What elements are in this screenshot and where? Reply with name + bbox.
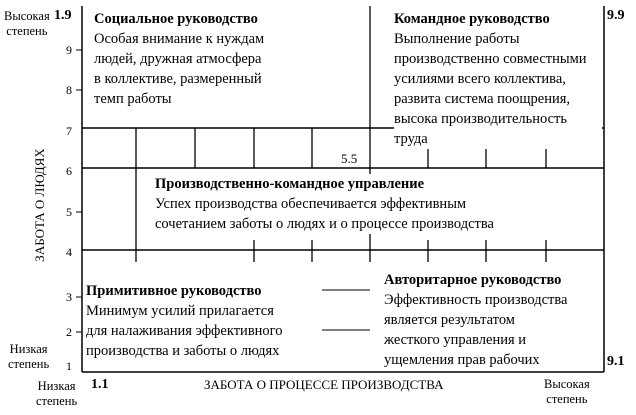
corner-9-9: 9.9 (607, 8, 625, 23)
production-team-title: Производственно-командное управление (155, 176, 425, 192)
y-tick-4: 4 (66, 245, 72, 259)
y-tick-3: 3 (66, 290, 72, 304)
social-management-block (94, 9, 294, 109)
primitive-management-text: Минимум усилий прилагается для налаживания эффективного производства и заботы о людях (86, 303, 283, 359)
team-management-block (394, 9, 602, 149)
primitive-management-title: Примитивное руководство (86, 283, 262, 299)
corner-9-1: 9.1 (607, 354, 625, 369)
primitive-management-block (86, 281, 312, 361)
y-tick-7: 7 (66, 124, 72, 138)
corner-5-5: 5.5 (341, 151, 358, 166)
y-tick-9: 9 (66, 43, 72, 57)
social-management-title: Социальное руководство (94, 11, 258, 27)
authoritarian-management-block (384, 270, 602, 370)
authoritarian-management-title: Авторитарное руководство (384, 272, 562, 288)
y-tick-5: 5 (66, 205, 72, 219)
production-team-block (155, 174, 549, 234)
y-tick-6: 6 (66, 164, 72, 178)
team-management-text: Выполнение работы производственно совместными усилиями всего коллектива, развита система поощрения, высока производительность труда (394, 31, 587, 147)
y-tick-2: 2 (66, 325, 72, 339)
x-axis-high-label: Высокая степень (544, 377, 590, 406)
y-tick-1: 1 (66, 359, 72, 373)
x-axis-low-label: Низкая степень (36, 379, 78, 408)
y-axis-title: ЗАБОТА О ЛЮДЯХ (32, 148, 47, 262)
production-team-text: Успех производства обеспечивается эффективным сочетанием заботы о людях и о процессе производства (155, 196, 494, 232)
authoritarian-management-text: Эффективность производства является результатом жесткого управления и ущемления прав рабочих (384, 292, 568, 368)
y-axis-high-label: Высокая степень (4, 9, 50, 38)
social-management-text: Особая внимание к нуждам людей, дружная атмосфера в коллективе, размеренный темп работы (94, 31, 265, 107)
x-axis-title: ЗАБОТА О ПРОЦЕССЕ ПРОИЗВОДСТВА (204, 377, 444, 392)
y-tick-8: 8 (66, 83, 72, 97)
team-management-title: Командное руководство (394, 11, 550, 27)
y-axis-low-label: Низкая степень (8, 342, 50, 371)
corner-1-1: 1.1 (91, 377, 109, 392)
corner-1-9: 1.9 (54, 8, 72, 23)
